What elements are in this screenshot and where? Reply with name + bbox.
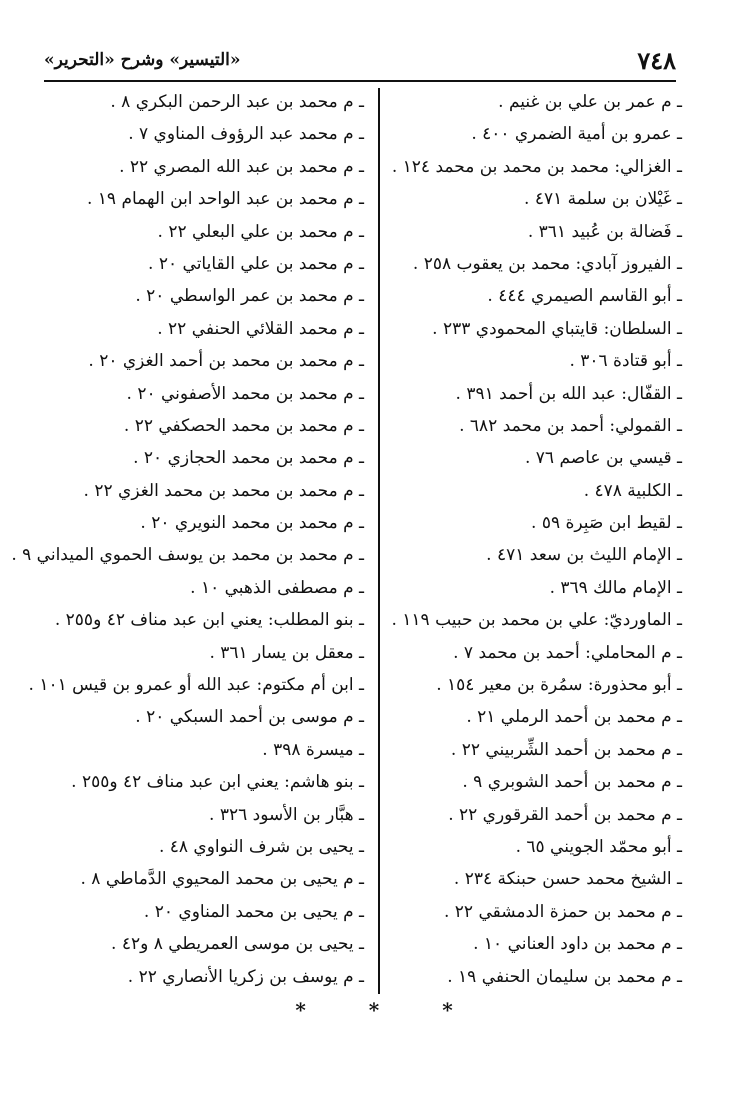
- index-column-right: [382, 86, 682, 993]
- index-entry: ـ م يحيى بن محمد المحيوي الدَّماطي ٨ .: [80, 869, 364, 890]
- index-entry: ـ م المحاملي: أحمد بن محمد ٧ .: [453, 642, 682, 663]
- index-entry: ـ الإمام مالك ٣٦٩ .: [549, 577, 682, 598]
- index-entry: ـ م محمد القلائي الحنفي ٢٢ .: [157, 318, 364, 339]
- index-entry: ـ م محمد بن أحمد القرقوري ٢٢ .: [448, 804, 682, 825]
- index-entry: ـ م يوسف بن زكريا الأنصاري ٢٢ .: [127, 966, 364, 987]
- index-entry: ـ فَضالة بن عُبيد ٣٦١ .: [527, 221, 682, 242]
- index-entry: ـ م محمد بن محمد الأصفوني ٢٠ .: [126, 383, 364, 404]
- index-entry: ـ غَيْلان بن سلمة ٤٧١ .: [524, 189, 682, 210]
- index-entry: ـ الفيروز آبادي: محمد بن يعقوب ٢٥٨ .: [412, 253, 682, 274]
- index-entry: ـ م موسى بن أحمد السبكي ٢٠ .: [135, 707, 364, 728]
- index-entry: ـ م محمد بن حمزة الدمشقي ٢٢ .: [443, 901, 682, 922]
- index-entry: ـ م يحيى بن محمد المناوي ٢٠ .: [143, 901, 364, 922]
- index-entry: ـ م محمد عبد الرؤوف المناوي ٧ .: [128, 124, 364, 145]
- index-entry: ـ م محمد بن أحمد الشوبري ٩ .: [462, 772, 682, 793]
- index-entry: ـ الشيخ محمد حسن حبنكة ٢٣٤ .: [453, 869, 682, 890]
- index-entry: ـ م محمد بن داود العناني ١٠ .: [473, 934, 682, 955]
- index-entry: ـ ميسرة ٣٩٨ .: [262, 739, 364, 760]
- index-entry: ـ م محمد بن أحمد الشِّربيني ٢٢ .: [450, 739, 682, 760]
- index-entry: ـ القمولي: أحمد بن محمد ٦٨٢ .: [459, 415, 682, 436]
- index-entry: ـ قيسي بن عاصم ٧٦ .: [524, 448, 682, 469]
- index-entry: ـ م محمد بن محمد النويري ٢٠ .: [140, 513, 364, 534]
- index-column-left: [11, 86, 364, 993]
- index-entry: ـ م محمد بن محمد بن يوسف الحموي الميداني ٩ .: [11, 545, 364, 566]
- index-entry: ـ أبو محمّد الجويني ٦٥ .: [515, 836, 682, 857]
- index-entry: ـ أبو قتادة ٣٠٦ .: [569, 351, 682, 372]
- index-entry: ـ م عمر بن علي بن غنيم .: [498, 92, 682, 112]
- index-entry: ـ أبو القاسم الصيمري ٤٤٤ .: [487, 286, 682, 307]
- index-entry: ـ الإمام الليث بن سعد ٤٧١ .: [486, 545, 682, 566]
- index-entry: ـ م محمد بن محمد بن محمد الغزي ٢٢ .: [83, 480, 364, 501]
- index-entry: ـ أبو محذورة: سمُرة بن معير ١٥٤ .: [436, 675, 682, 696]
- column-divider: [378, 88, 380, 994]
- index-entry: ـ م محمد بن علي البعلي ٢٢ .: [157, 221, 364, 242]
- page-number: ٧٤٨: [637, 45, 676, 75]
- index-entry: ـ السلطان: قايتباي المحمودي ٢٣٣ .: [432, 318, 682, 339]
- index-entry: ـ م محمد بن أحمد الرملي ٢١ .: [466, 707, 682, 728]
- running-title: «التيسير» وشرح «التحرير»: [44, 50, 241, 70]
- index-entry: ـ يحيى بن موسى العمريطي ٨ و٤٢ .: [111, 934, 364, 955]
- index-entry: ـ الغزالي: محمد بن محمد بن محمد ١٢٤ .: [391, 156, 682, 177]
- index-entry: ـ م محمد بن عبد الواحد ابن الهمام ١٩ .: [86, 189, 364, 210]
- index-entry: ـ م محمد بن عمر الواسطي ٢٠ .: [135, 286, 364, 307]
- index-entry: ـ ابن أم مكتوم: عبد الله أو عمرو بن قيس ١٠١ .: [28, 675, 364, 696]
- index-entry: ـ عمرو بن أمية الضمري ٤٠٠ .: [471, 124, 682, 145]
- index-entry: ـ الكلبية ٤٧٨ .: [583, 480, 682, 501]
- page-header: [44, 42, 676, 78]
- index-entry: ـ بنو المطلب: يعني ابن عبد مناف ٤٢ و٢٥٥ .: [54, 610, 364, 631]
- header-rule: [44, 80, 676, 82]
- index-entry: ـ م محمد بن محمد الحصكفي ٢٢ .: [123, 415, 364, 436]
- index-entry: ـ م محمد بن علي القاياتي ٢٠ .: [148, 253, 364, 274]
- index-entry: ـ م محمد بن سليمان الحنفي ١٩ .: [447, 966, 682, 987]
- index-entry: ـ م محمد بن محمد بن أحمد الغزي ٢٠ .: [88, 351, 364, 372]
- index-entry: ـ الماورديّ: علي بن محمد بن حبيب ١١٩ .: [391, 610, 682, 631]
- end-ornament: * * *: [295, 998, 481, 1022]
- index-entry: ـ القفّال: عبد الله بن أحمد ٣٩١ .: [455, 383, 682, 404]
- index-entry: ـ لقيط ابن صَبِرة ٥٩ .: [531, 513, 682, 534]
- index-entry: ـ يحيى بن شرف النواوي ٤٨ .: [158, 836, 364, 857]
- index-entry: ـ معقل بن يسار ٣٦١ .: [209, 642, 364, 663]
- index-entry: ـ بنو هاشم: يعني ابن عبد مناف ٤٢ و٢٥٥ .: [71, 772, 364, 793]
- index-entry: ـ م محمد بن محمد الحجازي ٢٠ .: [133, 448, 364, 469]
- index-entry: ـ هبَّار بن الأسود ٣٢٦ .: [209, 804, 364, 825]
- index-entry: ـ م محمد بن عبد الله المصري ٢٢ .: [119, 156, 364, 177]
- index-entry: ـ م مصطفى الذهبي ١٠ .: [190, 577, 364, 598]
- index-entry: ـ م محمد بن عبد الرحمن البكري ٨ .: [110, 92, 364, 112]
